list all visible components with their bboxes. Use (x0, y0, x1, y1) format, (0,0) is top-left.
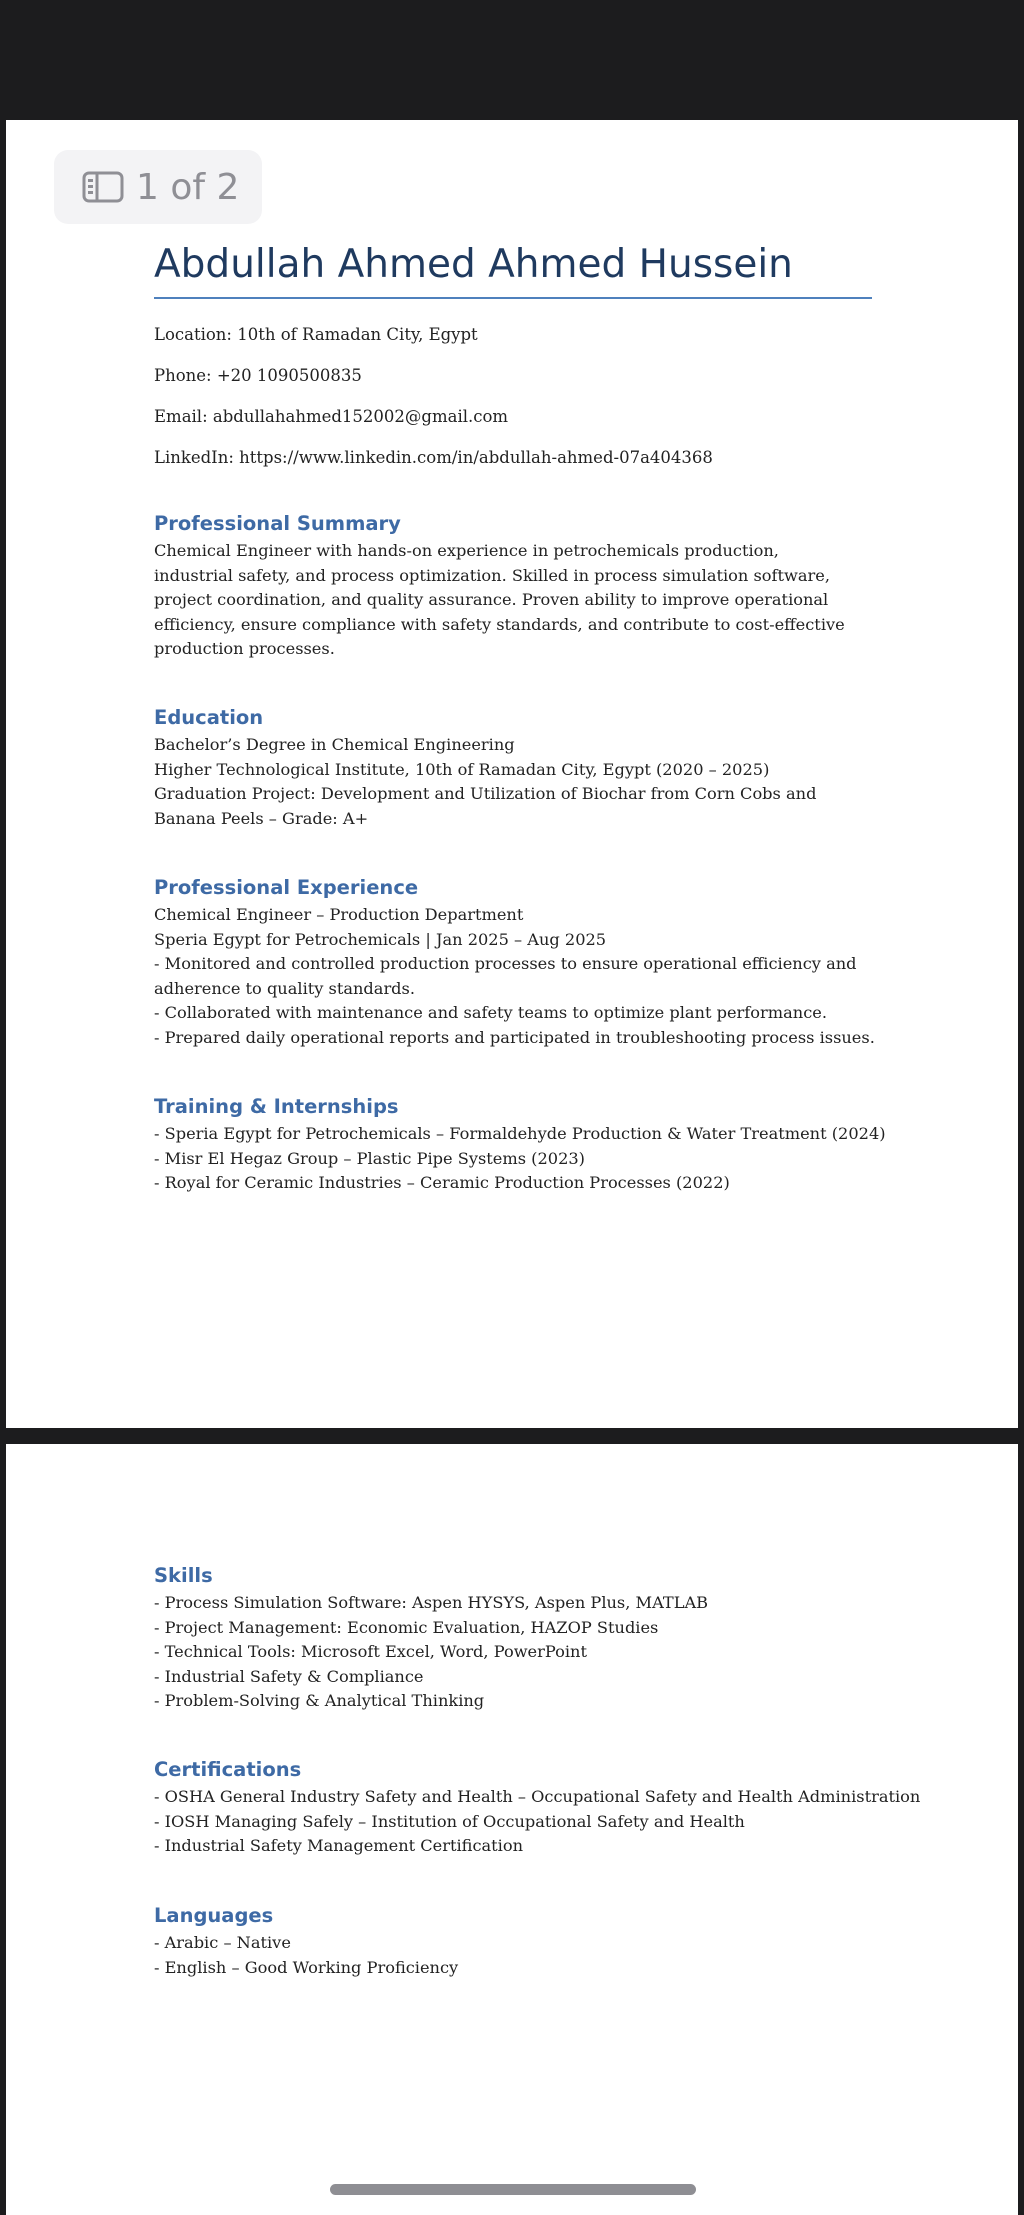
skills-heading: Skills (154, 1564, 213, 1587)
experience-section (154, 876, 894, 1050)
training-item: - Misr El Hegaz Group – Plastic Pipe Systems (2023) (154, 1148, 586, 1168)
certifications-item: - IOSH Managing Safely – Institution of Occupational Safety and Health (154, 1811, 745, 1831)
education-project: Graduation Project: Development and Utilization of Biochar from Corn Cobs and Banana Peels – Grade: A+ (154, 784, 817, 828)
certifications-section (154, 1758, 921, 1859)
skills-item: - Technical Tools: Microsoft Excel, Word, PowerPoint (154, 1642, 587, 1661)
languages-item: - Arabic – Native (154, 1933, 291, 1952)
document-page-1 (6, 120, 1018, 1428)
skills-item: - Process Simulation Software: Aspen HYSYS, Aspen Plus, MATLAB (154, 1593, 709, 1612)
contact-phone: Phone: +20 1090500835 (154, 366, 362, 385)
page-indicator[interactable] (54, 150, 262, 224)
contact-email: Email: abdullahahmed152002@gmail.com (154, 407, 509, 426)
training-heading: Training & Internships (154, 1095, 399, 1118)
training-item: - Speria Egypt for Petrochemicals – Formaldehyde Production & Water Treatment (2024) (154, 1124, 886, 1143)
education-heading: Education (154, 706, 264, 729)
experience-bullet: - Prepared daily operational reports and participated in troubleshooting process issues. (154, 1027, 875, 1047)
skills-item: - Project Management: Economic Evaluation, HAZOP Studies (154, 1617, 659, 1637)
training-section (154, 1095, 894, 1196)
training-item: - Royal for Ceramic Industries – Ceramic Production Processes (2022) (154, 1173, 730, 1192)
languages-heading: Languages (154, 1904, 274, 1927)
skills-item: - Problem-Solving & Analytical Thinking (154, 1691, 485, 1710)
education-degree: Bachelor’s Degree in Chemical Engineering (154, 735, 515, 754)
candidate-name: Abdullah Ahmed Ahmed Hussein (154, 242, 793, 287)
experience-bullet: - Collaborated with maintenance and safety teams to optimize plant performance. (154, 1003, 827, 1022)
education-section (154, 706, 894, 831)
experience-role: Chemical Engineer – Production Department (154, 905, 524, 924)
name-divider (154, 297, 872, 299)
certifications-heading: Certifications (154, 1758, 302, 1781)
document-page-2 (6, 1444, 1018, 2215)
certifications-item: - OSHA General Industry Safety and Health – Occupational Safety and Health Administration (154, 1787, 921, 1806)
skills-item: - Industrial Safety & Compliance (154, 1666, 424, 1686)
languages-section (154, 1904, 894, 1980)
certifications-item: - Industrial Safety Management Certification (154, 1836, 524, 1855)
contact-linkedin: LinkedIn: https://www.linkedin.com/in/abdullah-ahmed-07a404368 (154, 448, 713, 467)
summary-text: Chemical Engineer with hands-on experience in petrochemicals production, industrial safety, and process optimization. Skilled in process simulation software, project coordination, and quality assurance. Proven ability to improve operational efficiency, ensure compliance with safety standards, and contribute to cost-effective production processes. (154, 541, 845, 658)
languages-item: - English – Good Working Proficiency (154, 1957, 459, 1977)
education-institute: Higher Technological Institute, 10th of Ramadan City, Egypt (2020 – 2025) (154, 759, 770, 779)
summary-heading: Professional Summary (154, 512, 401, 535)
skills-section (154, 1564, 894, 1714)
home-indicator[interactable] (330, 2184, 696, 2195)
experience-company: Speria Egypt for Petrochemicals | Jan 2025 – Aug 2025 (154, 929, 607, 949)
page-indicator-label: 1 of 2 (136, 166, 240, 208)
experience-heading: Professional Experience (154, 876, 419, 899)
contact-location: Location: 10th of Ramadan City, Egypt (154, 325, 478, 344)
experience-bullet: - Monitored and controlled production processes to ensure operational efficiency and adherence to quality standards. (154, 954, 857, 998)
summary-section (154, 512, 894, 662)
sidebar-icon (82, 171, 124, 203)
